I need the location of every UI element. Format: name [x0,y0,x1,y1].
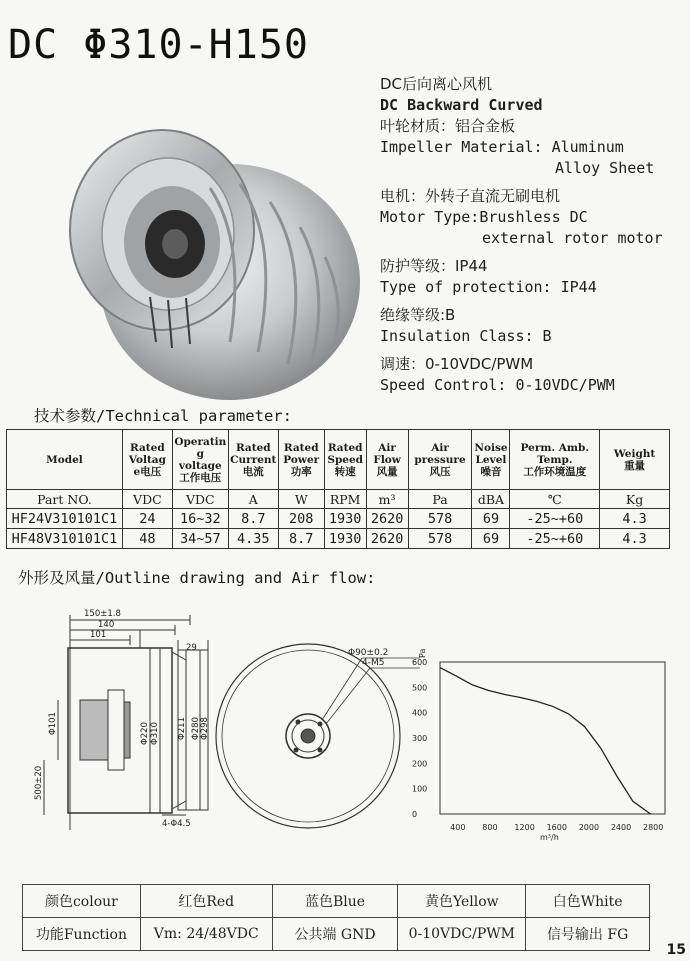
tech-header-line: 噪音 [480,465,502,478]
chart-xtick-label: 1200 [514,823,535,832]
chart-ytick-label: 600 [412,658,428,667]
tech-data-cell: 1930 [324,509,366,529]
dim-d298: Φ298 [200,717,210,740]
tech-unit-cell: m³ [366,490,408,509]
tech-unit-cell: RPM [324,490,366,509]
tech-header-line: Current [230,453,277,466]
dim-d101: Φ101 [48,712,58,735]
chart-ytick-label: 500 [412,683,428,693]
tech-header-line: 风压 [429,465,451,478]
chart-xtick-label: 1600 [546,823,567,832]
chart-ytick-label: 400 [412,708,428,718]
speed-control-en: Speed Control: 0-10VDC/PWM [380,376,615,394]
wire-table-row [23,885,650,918]
wire-color-table [22,884,650,951]
chart-xlabel: m³/h [540,833,559,842]
outline-drawing [0,590,690,880]
air-flow-chart [412,649,665,842]
chart-ytick-label: 200 [412,759,428,769]
chart-xtick-label: 2400 [610,823,632,832]
dim-d211: Φ211 [177,717,187,740]
dim-d90: Φ90±0.2 [348,648,389,658]
tech-data-cell: 4.3 [600,509,670,529]
tech-unit-cell: VDC [122,490,172,509]
tech-header-cell [366,430,408,490]
tech-table-header-row [7,430,670,490]
tech-data-cell: 4.35 [228,529,278,549]
tech-header-line: Rated [283,441,319,454]
tech-unit-cell: A [228,490,278,509]
tech-header-cell [122,430,172,490]
tech-header-line: 风量 [376,465,398,478]
tech-header-line: Air [378,441,396,454]
product-title: DC Φ310-H150 [8,22,309,68]
wire-table-cell: 蓝色Blue [272,885,398,918]
tech-unit-cell: Pa [408,490,472,509]
chart-ytick-label: 300 [412,734,428,743]
tech-header-line: e电压 [133,465,162,478]
wire-table-cell: 0-10VDC/PWM [398,918,526,951]
tech-header-cell [510,430,600,490]
wire-table-cell: 白色White [526,885,650,918]
tech-header-line: Rated [327,441,363,454]
chart-xtick-label: 2000 [578,823,600,832]
tech-unit-cell: Part NO. [7,490,123,509]
tech-header-cell [324,430,366,490]
tech-header-line: voltage [178,459,222,472]
dim-150: 150±1.8 [84,609,121,619]
tech-data-cell: 4.3 [600,529,670,549]
tech-data-cell: 578 [408,509,472,529]
outline-drawing-title: 外形及风量/Outline drawing and Air flow: [18,569,376,587]
tech-parameter-title: 技术参数/Technical parameter: [34,407,292,425]
wire-table-cell: 信号输出 FG [526,918,650,951]
tech-table-units-row [7,490,670,509]
speed-control-cn: 调速：0-10VDC/PWM [380,355,534,373]
wire-table-cell: 公共端 GND [272,918,398,951]
dim-d280: Φ280 [191,717,201,740]
impeller-material-cn: 叶轮材质：铝合金板 [380,117,516,135]
dim-29: 29 [186,643,197,653]
page-number: 15 [666,942,686,958]
tech-data-cell: 578 [408,529,472,549]
front-view [216,644,420,828]
protection-cn: 防护等级：IP44 [380,257,488,275]
insulation-en: Insulation Class: B [380,327,552,345]
tech-data-cell: -25~+60 [510,509,600,529]
motor-type-en-cont: external rotor motor [482,229,663,247]
tech-data-cell: 48 [122,529,172,549]
tech-header-line: Speed [327,453,363,466]
wire-table-cell: 功能Function [23,918,141,951]
tech-header-cell [600,430,670,490]
technical-parameter-table [6,429,670,549]
wire-table-cell: 红色Red [140,885,272,918]
tech-header-line: Voltag [128,453,166,466]
dim-101: 101 [90,630,107,640]
tech-unit-cell: ℃ [510,490,600,509]
spec-block [380,74,685,396]
tech-header-line: 功率 [290,465,312,478]
tech-header-line: 重量 [624,459,646,472]
chart-ylabel: Pa [418,648,427,658]
motor-type-en: Motor Type:Brushless DC [380,208,588,226]
chart-xtick-label: 400 [450,823,466,832]
tech-header-line: Perm. Amb. [520,441,590,454]
tech-header-line: Noise [474,441,508,454]
motor-type-cn: 电机：外转子直流无刷电机 [380,187,561,205]
tech-header-line: Temp. [537,453,573,466]
dim-m5: 4-M5 [362,658,385,668]
tech-unit-cell: dBA [472,490,510,509]
product-name-en: DC Backward Curved [380,96,543,114]
impeller-material-en-cont: Alloy Sheet [555,159,655,177]
tech-header-line: Rated [130,441,165,454]
wire-table-cell: Vm: 24/48VDC [140,918,272,951]
tech-table-row [7,509,670,529]
tech-header-line: Air [431,441,449,454]
tech-data-cell: HF48V310101C1 [7,529,123,549]
protection-en: Type of protection: IP44 [380,278,597,296]
dim-holes: 4-Φ4.5 [162,819,191,829]
tech-header-line: 工作环境温度 [523,465,587,478]
tech-data-cell: 16~32 [172,509,228,529]
tech-data-cell: 8.7 [228,509,278,529]
product-name-cn: DC后向离心风机 [380,75,493,93]
tech-header-cell [472,430,510,490]
chart-xtick-label: 2800 [643,823,664,832]
wire-table-cell: 颜色colour [23,885,141,918]
fan-impeller-photo [50,92,380,412]
tech-header-line: Power [283,453,320,466]
dim-140: 140 [98,620,115,630]
tech-header-line: Rated [235,441,271,454]
tech-header-cell [7,430,123,490]
tech-header-cell [278,430,324,490]
tech-header-line: 电流 [242,465,264,478]
chart-xtick-label: 800 [482,823,498,832]
tech-data-cell: 2620 [366,529,408,549]
tech-data-cell: 69 [472,529,510,549]
tech-header-line: pressure [414,453,466,466]
tech-data-cell: 1930 [324,529,366,549]
tech-unit-cell: W [278,490,324,509]
tech-unit-cell: Kg [600,490,670,509]
tech-unit-cell: VDC [172,490,228,509]
dim-d310: Φ310 [150,722,160,745]
tech-data-cell: 24 [122,509,172,529]
air-flow-curve [440,668,651,814]
tech-data-cell: 34~57 [172,529,228,549]
tech-header-line: Operatin [174,435,227,448]
tech-header-line: Flow [373,453,401,466]
impeller-material-en: Impeller Material: Aluminum [380,138,624,156]
chart-ytick-label: 100 [412,784,428,794]
chart-ytick-label: 0 [412,810,418,819]
tech-header-line: Weight [613,447,656,460]
tech-header-line: Model [46,453,83,466]
tech-header-cell [172,430,228,490]
insulation-cn: 绝缘等级:B [380,306,456,324]
tech-header-line: Level [475,453,507,466]
tech-header-line: g [196,447,204,460]
dim-500: 500±20 [34,765,44,800]
tech-data-cell: HF24V310101C1 [7,509,123,529]
dim-d220: Φ220 [140,722,150,745]
tech-data-cell: 208 [278,509,324,529]
tech-header-line: 转速 [334,465,356,478]
side-view [44,615,190,830]
tech-header-cell [228,430,278,490]
tech-data-cell: 8.7 [278,529,324,549]
tech-header-line: 工作电压 [179,471,222,484]
tech-data-cell: 2620 [366,509,408,529]
wire-table-cell: 黄色Yellow [398,885,526,918]
tech-data-cell: -25~+60 [510,529,600,549]
tech-data-cell: 69 [472,509,510,529]
tech-header-cell [408,430,472,490]
tech-table-row [7,529,670,549]
wire-table-row [23,918,650,951]
